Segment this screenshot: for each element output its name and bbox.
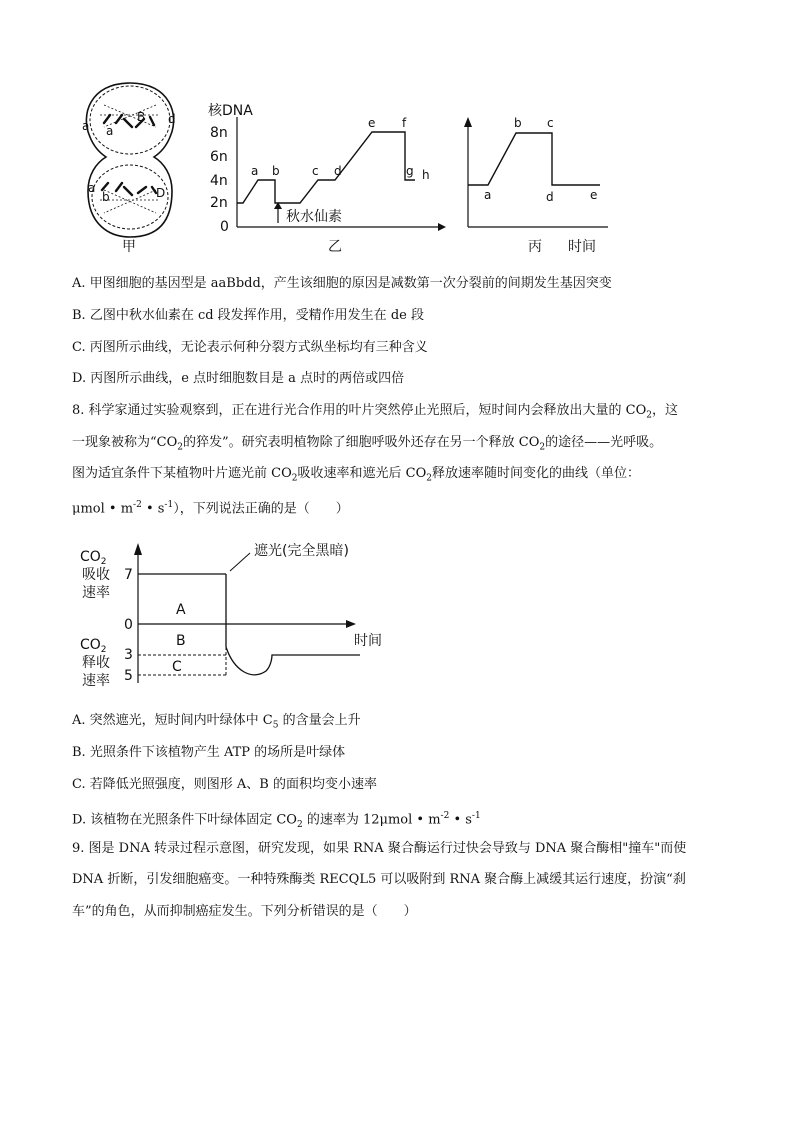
q8-stem-text: 科学家通过实验观察到，正在进行光合作用的叶片突然停止光照后，短时间内会释放出大量的 CO bbox=[88, 403, 647, 418]
bing-curve bbox=[468, 133, 600, 185]
x-axis-label: 时间 bbox=[354, 633, 382, 649]
yi-ytick: 6n bbox=[210, 149, 228, 165]
q8-option-b: B. 光照条件下该植物产生 ATP 的场所是叶绿体 bbox=[72, 745, 346, 760]
yi-point-h: h bbox=[422, 168, 430, 182]
q8-stem-line2 bbox=[72, 435, 662, 456]
ylabel-top-line3: 速率 bbox=[82, 585, 110, 601]
yi-ytick: 2n bbox=[210, 195, 228, 211]
subscript: 2 bbox=[291, 473, 298, 484]
jia-allele: d bbox=[168, 112, 176, 126]
q8-stem-text: 释放速率随时间变化的曲线（单位： bbox=[431, 466, 640, 481]
yi-point-a: a bbox=[251, 164, 259, 178]
subscript: 2 bbox=[426, 473, 432, 484]
q8-stem-text: 吸收速率和遮光后 CO bbox=[297, 466, 427, 481]
figure-jia-yi-bing bbox=[60, 75, 620, 255]
subscript: 2 bbox=[646, 410, 653, 421]
ytick-5: 5 bbox=[124, 668, 133, 684]
jia-allele: B bbox=[137, 110, 146, 124]
q9-line2: DNA 折断，引发细胞癌变。一种特殊酶类 RECQL5 可以吸附到 RNA 聚合酶上减缓其运行速度，扮演“刹 bbox=[72, 872, 686, 887]
q8-stem-line4 bbox=[72, 497, 349, 517]
series-dip bbox=[226, 647, 360, 675]
ytick-7: 7 bbox=[124, 567, 133, 583]
jia-allele: D bbox=[156, 186, 166, 200]
q8-stem-line1 bbox=[72, 403, 678, 424]
yi-ytick: 0 bbox=[220, 219, 229, 235]
q8-stem-text: ，这 bbox=[652, 403, 679, 418]
ylabel-top-line1: $CO_2$ bbox=[80, 549, 107, 567]
region-label-a: A bbox=[176, 602, 186, 618]
co2-rate-chart bbox=[74, 535, 404, 695]
region-label-b: B bbox=[176, 633, 186, 649]
q7-option-a: A. 甲图细胞的基因型是 aaBbdd，产生该细胞的原因是减数第一次分裂前的间期发生基因突变 bbox=[72, 276, 612, 291]
option-text: • s bbox=[449, 812, 472, 828]
jia-allele: b bbox=[102, 190, 110, 204]
yi-point-e: e bbox=[368, 116, 376, 130]
q8-stem-text: 一现象被称为“CO bbox=[72, 435, 178, 450]
bing-caption: 丙 bbox=[528, 239, 542, 255]
option-text: 的含量会上升 bbox=[278, 713, 361, 728]
q8-stem-text: ），下列说法正确的是（ ） bbox=[173, 501, 349, 517]
cell-jia bbox=[82, 83, 176, 255]
subscript: 5 bbox=[272, 720, 279, 731]
jia-allele: a bbox=[82, 119, 90, 133]
option-text: A. 突然遮光，短时间内叶绿体中 C bbox=[72, 713, 273, 728]
q8-stem-line3 bbox=[72, 466, 640, 487]
ylabel-bottom-line2: 释收 bbox=[82, 655, 110, 671]
q7-option-b: B. 乙图中秋水仙素在 cd 段发挥作用，受精作用发生在 de 段 bbox=[72, 308, 424, 323]
q8-stem-text: μmol • m bbox=[72, 501, 134, 517]
yi-annotation: 秋水仙素 bbox=[286, 209, 342, 225]
q8-option-a bbox=[72, 713, 361, 734]
subscript: 2 bbox=[539, 442, 546, 453]
option-text: 的速率为 12μmol • m bbox=[302, 812, 441, 828]
ytick-0: 0 bbox=[124, 617, 133, 633]
ylabel-top-line2: 吸收 bbox=[82, 567, 110, 583]
bing-point-d: d bbox=[546, 190, 554, 204]
bing-point-b: b bbox=[514, 116, 522, 130]
q8-stem-text: 的途径——光呼吸。 bbox=[545, 435, 663, 450]
q7-option-d: D. 丙图所示曲线，e 点时细胞数目是 a 点时的两倍或四倍 bbox=[72, 371, 405, 386]
option-text: D. 该植物在光照条件下叶绿体固定 CO bbox=[72, 812, 297, 828]
yi-ytick: 8n bbox=[210, 125, 228, 141]
shading-annotation: 遮光(完全黑暗) bbox=[254, 543, 349, 559]
yi-point-b: b bbox=[272, 164, 280, 178]
q9-line3: 车”的角色，从而抑制癌症发生。下列分析错误的是（ ） bbox=[72, 904, 417, 919]
graph-bing bbox=[464, 116, 608, 255]
q7-option-c: C. 丙图所示曲线，无论表示何种分裂方式纵坐标均有三种含义 bbox=[72, 340, 428, 355]
q8-option-c: C. 若降低光照强度，则图形 A、B 的面积均变小速率 bbox=[72, 777, 377, 792]
yi-curve bbox=[237, 132, 415, 203]
yi-point-c: c bbox=[312, 164, 319, 178]
ytick-3: 3 bbox=[124, 647, 133, 663]
bing-point-c: c bbox=[547, 116, 554, 130]
subscript: 2 bbox=[296, 819, 303, 830]
graph-yi bbox=[208, 102, 446, 255]
q9-text: 图是 DNA 转录过程示意图，研究发现，如果 RNA 聚合酶运行过快会导致与 DNA 聚合酶相"撞车"而使 bbox=[88, 841, 687, 856]
yi-ylabel: 核DNA bbox=[208, 103, 253, 119]
yi-point-f: f bbox=[402, 116, 407, 130]
superscript: -1 bbox=[164, 500, 174, 510]
ylabel-bottom-line3: 速率 bbox=[82, 673, 110, 689]
yi-point-d: d bbox=[334, 164, 342, 178]
bing-xlabel: 时间 bbox=[568, 239, 596, 255]
annotation-leader bbox=[230, 553, 250, 571]
q8-option-d bbox=[72, 808, 481, 833]
yi-ytick: 4n bbox=[210, 173, 228, 189]
q9-number: 9. bbox=[72, 841, 85, 856]
q8-stem-text: 图为适宜条件下某植物叶片遮光前 CO bbox=[72, 466, 292, 481]
jia-allele: a bbox=[88, 181, 96, 195]
bing-point-e: e bbox=[590, 188, 598, 202]
superscript: -1 bbox=[471, 811, 481, 821]
q8-stem-text: 的猝发”。研究表明植物除了细胞呼吸外还存在另一个释放 CO bbox=[183, 435, 540, 450]
jia-caption: 甲 bbox=[122, 239, 136, 255]
bing-point-a: a bbox=[484, 188, 492, 202]
jia-allele: a bbox=[106, 124, 114, 138]
q9-line1 bbox=[72, 841, 686, 857]
yi-caption: 乙 bbox=[328, 239, 342, 255]
superscript: -2 bbox=[440, 811, 450, 821]
subscript: 2 bbox=[177, 442, 183, 453]
q8-stem-text: • s bbox=[141, 501, 165, 517]
q8-number: 8. bbox=[72, 403, 85, 418]
ylabel-bottom-line1: $CO_2$ bbox=[80, 637, 107, 655]
region-label-c: C bbox=[172, 659, 182, 675]
superscript: -2 bbox=[133, 500, 142, 510]
yi-point-g: g bbox=[406, 164, 414, 178]
